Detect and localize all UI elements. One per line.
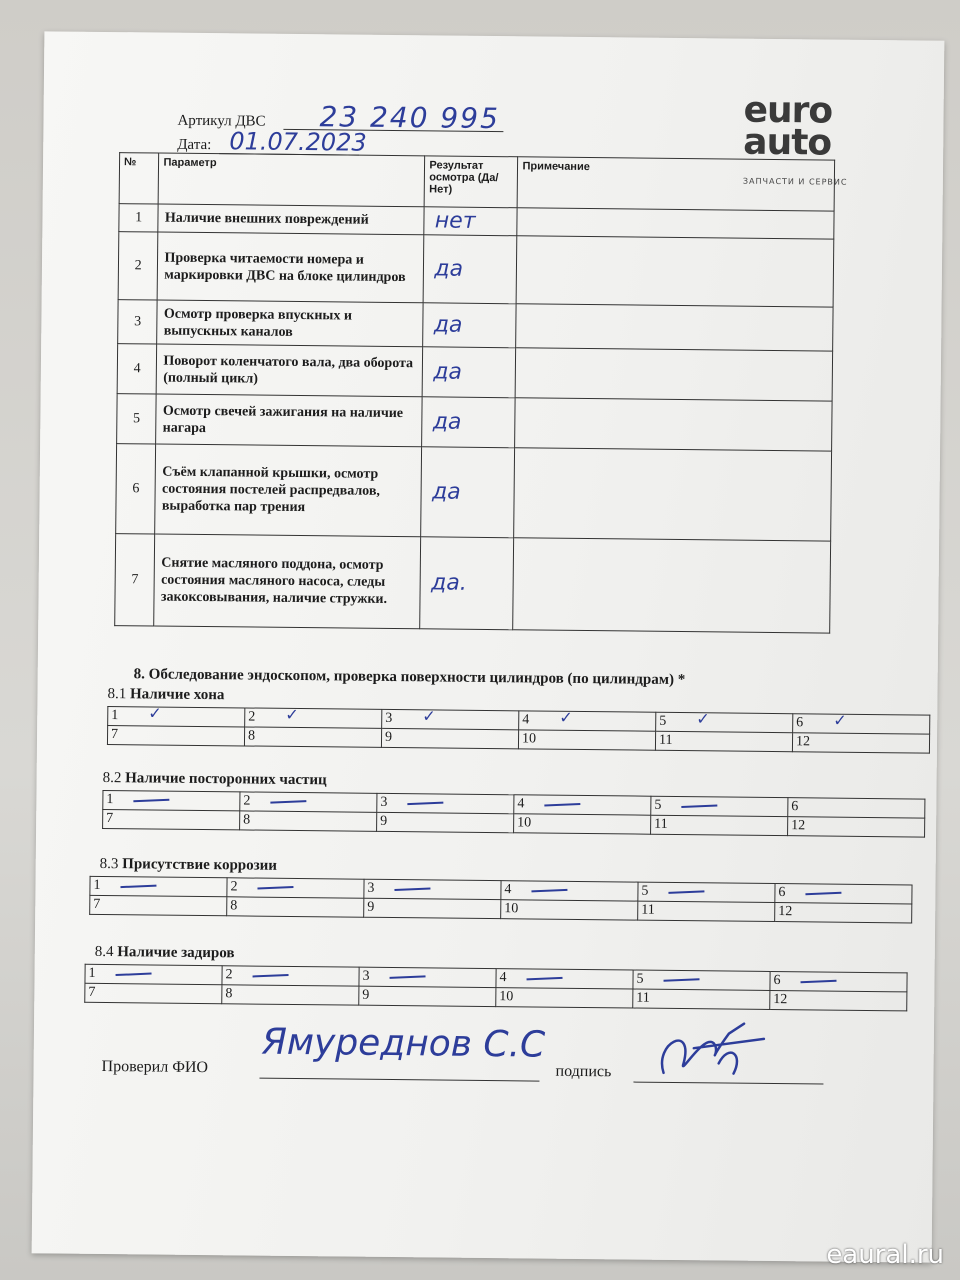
sub-title-8-4 <box>95 944 235 962</box>
sub-num: 8.1 <box>107 686 127 703</box>
sub-num: 8.3 <box>99 855 119 873</box>
cyl-cell: 6 <box>770 971 907 991</box>
row-note <box>517 208 834 239</box>
check-mark: ✓ <box>696 709 710 729</box>
col-param: Параметр <box>159 153 425 207</box>
sub-num: 8.2 <box>102 769 122 787</box>
dash-mark <box>663 978 699 982</box>
cyl-cell: 12 <box>775 903 912 923</box>
row-result: да <box>422 397 516 448</box>
sub-label: Присутствие коррозии <box>122 856 278 874</box>
row-param: Проверка читаемости номера и маркировки ДВС на блоке цилиндров <box>158 232 425 303</box>
inspection-table <box>114 152 835 633</box>
dash-mark <box>531 889 567 893</box>
checked-by-value: Ямуреднов С.С <box>261 1021 546 1066</box>
cyl-cell: 4 <box>501 881 638 901</box>
cyl-cell: 2 <box>222 966 359 986</box>
cyl-cell: 6 <box>775 884 912 904</box>
cyl-cell: 11 <box>655 731 792 751</box>
watermark: eaural.ru <box>826 1240 944 1270</box>
cyl-cell: 3 <box>359 967 496 987</box>
dash-mark <box>394 887 430 891</box>
signature-label: подпись <box>555 1062 612 1081</box>
cyl-cell: 2 <box>227 878 364 898</box>
table-row <box>118 232 834 307</box>
row-param: Осмотр проверка впускных и выпускных каналов <box>157 300 423 347</box>
row-note <box>514 448 831 541</box>
cyl-cell: 5 <box>638 882 775 902</box>
row-note <box>516 348 833 401</box>
col-note: Примечание <box>518 157 835 211</box>
cyl-cell: 1 ✓ <box>108 707 245 727</box>
dash-mark <box>133 799 169 803</box>
row-param: Наличие внешних повреждений <box>158 204 424 235</box>
cyl-cell: 7 <box>103 809 240 829</box>
cyl-cell: 9 <box>359 986 496 1006</box>
row-param: Снятие масляного поддона, осмотр состояния масляного насоса, следы закоксовывания, наличие стружки. <box>154 534 421 629</box>
grid-8-2 <box>102 790 925 838</box>
cyl-cell: 4 ✓ <box>519 711 656 731</box>
check-mark: ✓ <box>422 706 436 726</box>
cyl-cell: 10 <box>501 900 638 920</box>
row-num: 3 <box>118 300 158 344</box>
check-mark: ✓ <box>833 710 847 730</box>
row-param: Съём клапанной крышки, осмотр состояния постелей распредвалов, выработка пар трения <box>155 444 422 537</box>
checked-by-label: Проверил ФИО <box>101 1057 209 1077</box>
logo-tagline: ЗАПЧАСТИ И СЕРВИС <box>742 176 848 187</box>
logo-line2: auto <box>743 121 832 164</box>
checked-by-underline <box>259 1078 539 1082</box>
article-label: Артикул ДВС <box>177 112 266 130</box>
cyl-cell: 10 <box>496 988 633 1008</box>
row-result: да <box>423 303 516 348</box>
row-param: Поворот коленчатого вала, два оборота (полный цикл) <box>157 344 423 397</box>
grid-8-3 <box>89 876 912 924</box>
logo-line1: euro <box>743 89 833 132</box>
cyl-cell: 11 <box>638 901 775 921</box>
row-note <box>515 398 832 451</box>
col-result: Результат осмотра (Да/Нет) <box>425 156 519 208</box>
cyl-cell: 11 <box>633 989 770 1009</box>
sub-num: 8.4 <box>94 943 114 961</box>
dash-mark <box>681 804 717 808</box>
row-note <box>513 538 831 633</box>
sub-label: Наличие посторонних частиц <box>125 770 327 789</box>
row-num: 7 <box>115 534 155 626</box>
dash-mark <box>527 977 563 981</box>
check-mark: ✓ <box>285 704 299 725</box>
sub-label: Наличие хона <box>129 686 225 704</box>
row-num: 6 <box>116 444 156 534</box>
document-sheet <box>32 31 945 1262</box>
cyl-cell: 12 <box>788 817 925 837</box>
sub-title-8-2 <box>103 770 327 789</box>
cyl-cell: 10 <box>518 730 655 750</box>
cyl-cell: 1 <box>85 964 222 984</box>
row-num: 4 <box>117 344 157 394</box>
cyl-cell: 7 <box>90 895 227 915</box>
cyl-cell: 4 <box>514 795 651 815</box>
cyl-cell: 12 <box>770 990 907 1010</box>
cyl-cell: 3 ✓ <box>382 709 519 729</box>
cyl-cell: 8 <box>227 897 364 917</box>
dash-mark <box>544 803 580 807</box>
cyl-cell: 7 <box>85 983 222 1003</box>
row-note <box>517 236 834 307</box>
dash-mark <box>390 975 426 979</box>
table-header <box>119 153 834 211</box>
table-row <box>118 300 833 351</box>
cyl-cell: 9 <box>381 728 518 748</box>
row-result: нет <box>424 207 517 236</box>
grid-8-4 <box>84 964 907 1012</box>
cyl-cell: 8 <box>240 811 377 831</box>
cyl-cell: 10 <box>514 814 651 834</box>
cyl-cell: 5 ✓ <box>656 712 793 732</box>
cyl-cell: 8 <box>244 727 381 747</box>
cyl-cell: 3 <box>364 879 501 899</box>
row-result: да. <box>420 537 514 630</box>
cyl-cell: 12 <box>792 733 929 753</box>
table-row <box>116 444 832 541</box>
row-num: 2 <box>118 232 158 300</box>
dash-mark <box>120 885 156 889</box>
row-param: Осмотр свечей зажигания на наличие нагара <box>156 394 422 447</box>
col-num: № <box>119 153 159 204</box>
article-value: 23 240 995 <box>319 100 501 136</box>
dash-mark <box>116 973 152 977</box>
row-result: да <box>423 347 517 398</box>
sub-title-8-1 <box>107 686 224 704</box>
section8-title: 8. Обследование эндоскопом, проверка поверхности цилиндров (по цилиндрам) * <box>133 666 686 689</box>
grid-8-1 <box>107 703 930 754</box>
cyl-cell: 2 ✓ <box>245 708 382 728</box>
cyl-cell: 7 <box>107 726 244 746</box>
cyl-cell: 4 <box>496 969 633 989</box>
table-row <box>117 344 832 401</box>
dash-mark <box>257 886 293 890</box>
cyl-cell: 8 <box>222 985 359 1005</box>
cyl-cell: 5 <box>633 970 770 990</box>
signature-image <box>633 1003 774 1084</box>
cyl-cell: 9 <box>364 898 501 918</box>
cyl-cell: 6 <box>788 798 925 818</box>
row-result: да <box>424 235 518 304</box>
cyl-cell: 5 <box>651 796 788 816</box>
date-label: Дата: <box>177 136 212 154</box>
check-mark: ✓ <box>148 703 162 723</box>
cyl-cell: 1 <box>103 790 240 810</box>
dash-mark <box>668 890 704 894</box>
row-note <box>516 304 833 351</box>
cyl-cell: 1 <box>90 876 227 896</box>
cyl-cell: 2 <box>240 792 377 812</box>
table-row <box>117 394 832 451</box>
sub-label: Наличие задиров <box>117 944 235 962</box>
cyl-cell: 11 <box>651 815 788 835</box>
cyl-cell: 9 <box>377 812 514 832</box>
cyl-cell: 3 <box>377 793 514 813</box>
date-value: 01.07.2023 <box>229 127 367 157</box>
dash-mark <box>800 980 836 984</box>
row-num: 5 <box>117 394 157 444</box>
dash-mark <box>805 892 841 896</box>
table-row <box>115 534 831 633</box>
dash-mark <box>270 800 306 804</box>
row-num: 1 <box>119 204 159 232</box>
sub-title-8-3 <box>100 856 277 875</box>
check-mark: ✓ <box>559 707 573 727</box>
row-result: да <box>421 447 515 538</box>
cyl-cell: 6 ✓ <box>793 714 930 734</box>
dash-mark <box>253 974 289 978</box>
dash-mark <box>407 802 443 806</box>
